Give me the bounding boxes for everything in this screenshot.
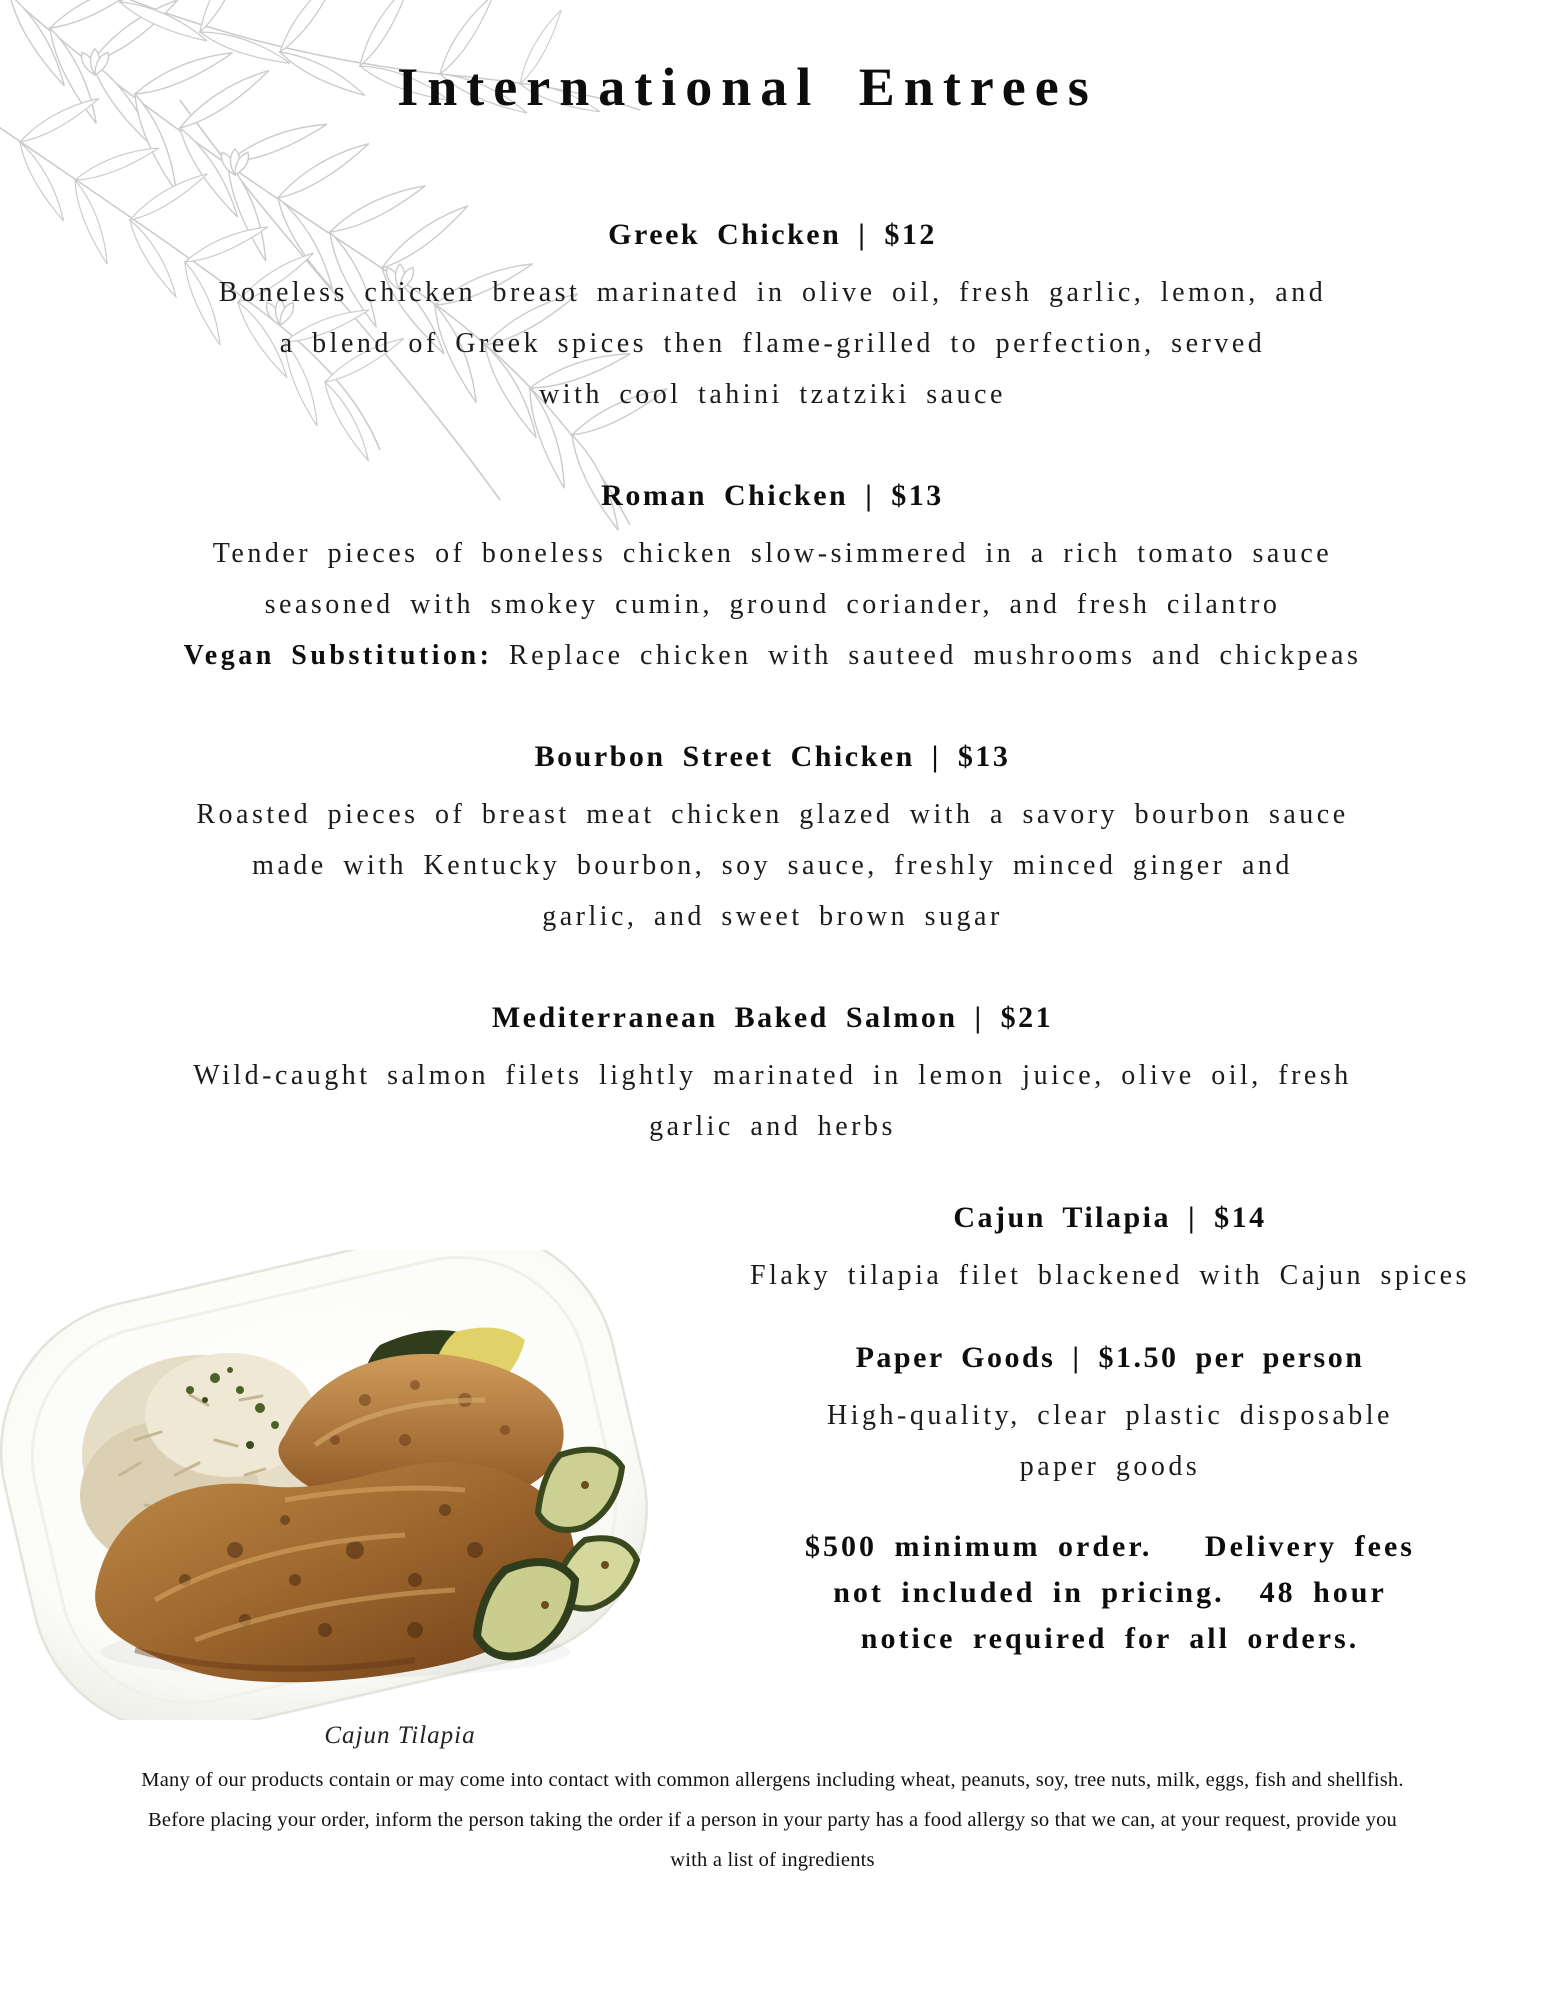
description-line: made with Kentucky bourbon, soy sauce, freshly minced ginger and [252, 850, 1293, 881]
description-line: paper goods [1019, 1451, 1201, 1482]
order-notice [660, 1524, 1545, 1662]
description-line: Flaky tilapia filet blackened with Cajun spices [750, 1260, 1470, 1291]
description-line: garlic, and sweet brown sugar [542, 901, 1003, 932]
notice-line: notice required for all orders. [860, 1622, 1360, 1655]
item-name-price: Bourbon Street Chicken | $13 [534, 740, 1011, 773]
description-line: with cool tahini tzatziki sauce [539, 379, 1006, 410]
item-name-price: Greek Chicken | $12 [608, 218, 937, 251]
item-name-price: Roman Chicken | $13 [601, 479, 944, 512]
menu-item-mediterranean-baked-salmon [50, 998, 1495, 1152]
vegan-substitution-label: Vegan Substitution: [183, 640, 493, 671]
allergen-disclaimer [40, 1760, 1505, 1880]
photo-caption: Cajun Tilapia [324, 1722, 476, 1749]
notice-line: not included in pricing. 48 hour [833, 1576, 1387, 1609]
description-line: garlic and herbs [649, 1111, 896, 1142]
menu-item-roman-chicken [50, 476, 1495, 681]
disclaimer-line: Before placing your order, inform the person taking the order if a person in your party has a food allergy so that we can, at your request, provide you [148, 1809, 1397, 1831]
description-line: Tender pieces of boneless chicken slow-simmered in a rich tomato sauce [212, 538, 1333, 569]
item-name-price: Cajun Tilapia | $14 [953, 1201, 1267, 1234]
page-title: International Entrees [397, 57, 1098, 117]
description-line: Roasted pieces of breast meat chicken glazed with a savory bourbon sauce [196, 799, 1349, 830]
cajun-tilapia-photo [0, 1250, 675, 1720]
menu-item-paper-goods [660, 1338, 1545, 1492]
item-name-price: Paper Goods | $1.50 per person [855, 1341, 1365, 1374]
description-line: a blend of Greek spices then flame-grilled to perfection, served [279, 328, 1266, 359]
notice-line: $500 minimum order. Delivery fees [805, 1530, 1415, 1563]
menu-item-cajun-tilapia [660, 1198, 1545, 1301]
menu-item-greek-chicken [50, 215, 1495, 420]
description-line: Boneless chicken breast marinated in olive oil, fresh garlic, lemon, and [218, 277, 1327, 308]
item-name-price: Mediterranean Baked Salmon | $21 [491, 1001, 1054, 1034]
vegan-substitution-line [50, 630, 1495, 681]
disclaimer-line: Many of our products contain or may come into contact with common allergens including wheat, peanuts, soy, tree nuts, milk, eggs, fish and shellfish. [141, 1769, 1404, 1791]
vegan-substitution-text: Replace chicken with sauteed mushrooms and chickpeas [492, 640, 1362, 671]
menu-item-bourbon-street-chicken [50, 737, 1495, 942]
description-line: Wild-caught salmon filets lightly marinated in lemon juice, olive oil, fresh [193, 1060, 1352, 1091]
description-line: seasoned with smokey cumin, ground coriander, and fresh cilantro [264, 589, 1281, 620]
description-line: High-quality, clear plastic disposable [827, 1400, 1393, 1431]
disclaimer-line: with a list of ingredients [670, 1849, 875, 1871]
